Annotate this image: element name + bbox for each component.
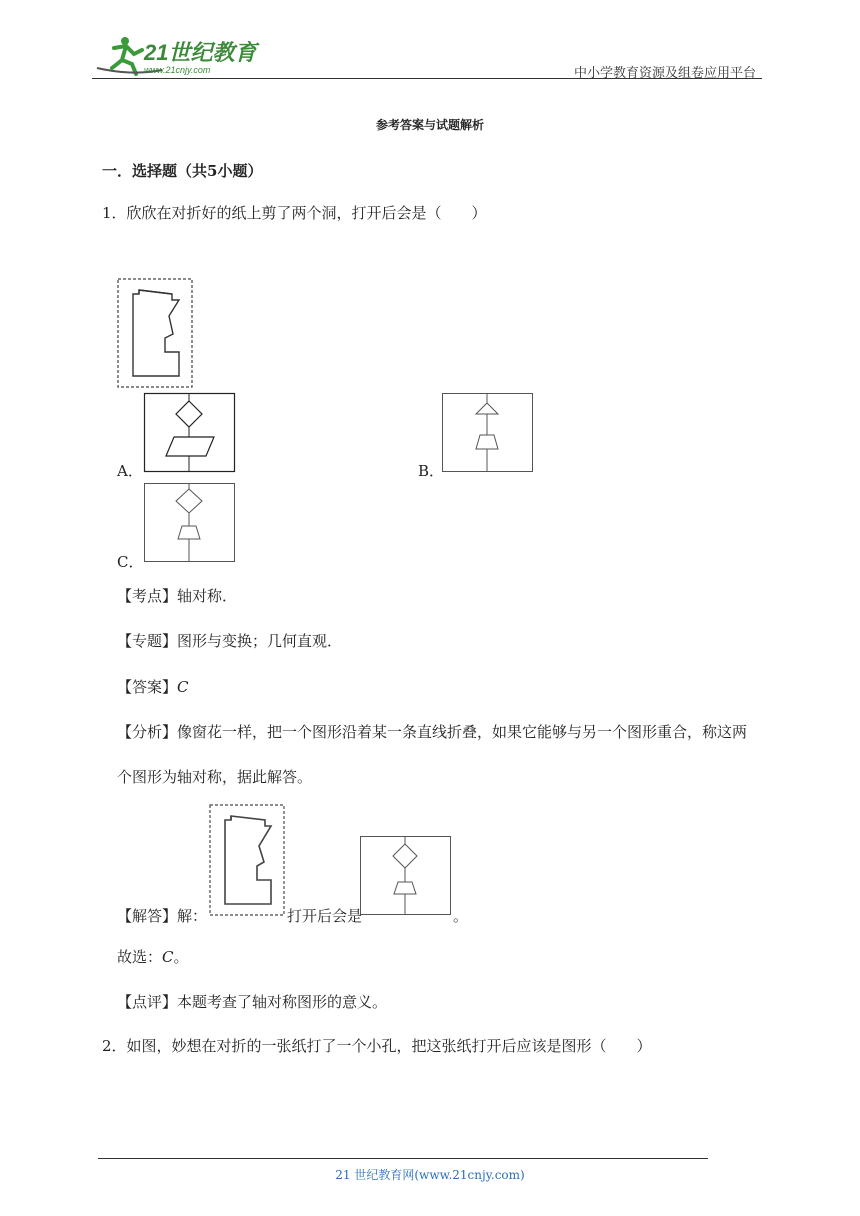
option-c-label: C．: [117, 553, 144, 571]
site-logo: [92, 34, 267, 78]
solution-folded-figure: [209, 804, 286, 920]
answer-line: [117, 676, 189, 697]
jieda-end: 。: [453, 907, 469, 925]
footer-divider: [98, 1158, 708, 1159]
fenxi-line-2: 个图形为轴对称，据此解答。: [117, 768, 313, 786]
footer-text: 21 世纪教育网(www.21cnjy.com): [335, 1168, 525, 1182]
zhuanti: 【专题】图形与变换；几何直观．: [117, 632, 343, 650]
option-c-figure: [144, 483, 236, 567]
platform-name: 中小学教育资源及组卷应用平台: [573, 66, 756, 81]
folded-paper-figure: [117, 278, 195, 394]
guxuan-end: 。: [173, 948, 189, 966]
guxuan-value: C: [162, 948, 174, 966]
solution-result-figure: [360, 836, 452, 920]
option-a-label: A．: [117, 462, 143, 480]
question-1-stem: 1．欣欣在对折好的纸上剪了两个洞，打开后会是（ ）: [102, 204, 487, 222]
guxuan-line: [117, 946, 189, 967]
option-a-figure: [144, 393, 236, 477]
svg-text:21世纪教育: 21世纪教育: [144, 40, 257, 65]
header-divider: [92, 78, 762, 79]
svg-text:www.21cnjy.com: www.21cnjy.com: [144, 65, 211, 75]
fenxi-line-1: 【分析】像窗花一样，把一个图形沿着某一条直线折叠，如果它能够与另一个图形重合，称这两: [117, 723, 748, 741]
jieda-prefix: 【解答】解：: [117, 907, 208, 925]
option-b-label: B．: [418, 462, 445, 480]
section-heading: 一．选择题（共5小题）: [102, 162, 263, 180]
dianping: 【点评】本题考查了轴对称图形的意义。: [117, 993, 388, 1011]
answer-value: C: [177, 678, 189, 696]
jieda-mid: 打开后会是: [287, 907, 363, 925]
option-b-figure: [442, 393, 534, 477]
question-2-stem: 2．如图，妙想在对折的一张纸打了一个小孔，把这张纸打开后应该是图形（ ）: [102, 1037, 652, 1055]
kaodian: 【考点】轴对称．: [117, 587, 238, 605]
answer-prefix: 【答案】: [117, 678, 178, 696]
guxuan-prefix: 故选：: [117, 948, 163, 966]
document-title: 参考答案与试题解析: [375, 118, 484, 132]
